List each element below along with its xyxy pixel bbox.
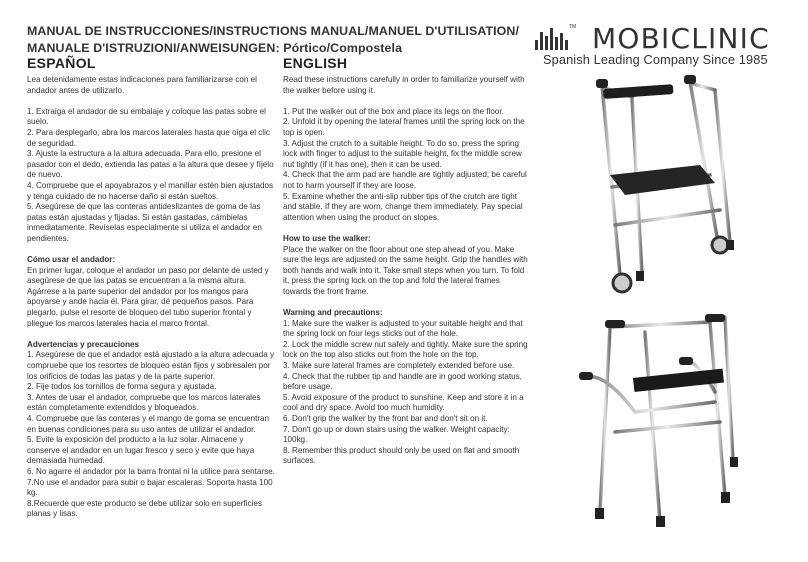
- spanish-warning: 5. Evite la exposición del producto a la luz solar. Almacene y conserve el andador en un lugar fresco y seco y evite que haya demasiada humedad.: [27, 435, 255, 466]
- spanish-use-text: En primer lugar, coloque el andador un paso por delante de usted y asegúrese de que las patas se encuentran a la misma altura. Agárrese a la parte superior del andador por los mangos para apoyarse y ande hacia él. Para girar, dé pequeños pasos. Para plegarlo, pulse el resorte de bloqueo del tubo superior frontal y pliegue los marcos laterales hacia el marco frontal.: [27, 265, 269, 328]
- spanish-warning-heading: Advertencias y precauciones: [27, 339, 140, 349]
- spanish-column: [27, 55, 275, 520]
- english-step: 4. Check that the arm pad are handle are tightly adjusted; be careful not to harm yourself if they are loose.: [283, 170, 527, 190]
- spanish-warning: 4. Compruebe que las conteras y el mango de goma se encuentran en buenas condiciones para su uso antes de utilizar el andador.: [27, 414, 270, 434]
- folding-walker-image: [575, 312, 775, 527]
- spanish-warning: 3. Antes de usar el andador, compruebe que los marcos laterales están completamente extendidos y bloqueados.: [27, 392, 261, 413]
- spanish-step: 5. Asegúrese de que las conteras antideslizantes de goma de las patas están ajustadas y fijadas. Si están gastadas, cámbielas inmediatamente. Revíselas especialmente si utiliza el andador en pendientes.: [27, 202, 262, 243]
- brand-logo: [533, 22, 793, 72]
- english-warning: 2. Lock the middle screw nut safely and tightly. Make sure the spring lock on the top also sticks out from the hole on the top.: [283, 339, 528, 360]
- spanish-warning: 1. Asegúrese de que el andador está ajustado a la altura adecuada y compruebe que los resortes de bloqueo están fijos y sobresalen por los orificios de todas las patas y de la parte superior.: [27, 350, 275, 381]
- english-warning: 4. Check that the rubber tip and handle are in good working status, before usage.: [283, 371, 522, 392]
- english-warning: 6. Don't grip the walker by the front bar and don't sit on it.: [283, 414, 488, 423]
- spanish-warning: 2. Fije todos los tornillos de forma segura y ajustada.: [27, 382, 217, 392]
- spanish-warning: 7.No use el andador para subir o bajar escaleras. Soporta hasta 100 kg.: [27, 477, 273, 498]
- english-warning-heading: Warning and precautions:: [283, 308, 383, 318]
- trademark: TM: [569, 24, 577, 30]
- english-step: 2. Unfold it by opening the lateral frames until the spring lock on the top is open.: [283, 117, 525, 137]
- spanish-step: 3. Ajuste la estructura a la altura adecuada. Para ello, presione el pasador con el dedo, extienda las patas a la altura que desee y fíjelo de nuevo.: [27, 149, 274, 180]
- spanish-warning: 6. No agarre el andador por la barra frontal ni la utilice para sentarse.: [27, 466, 275, 476]
- walker-with-seat-image: [570, 75, 765, 300]
- english-warning: 5. Avoid exposure of the product to sunshine. Keep and store it in a cool and dry space. Avoid too much humidity.: [283, 392, 524, 413]
- english-warning: 8. Remember this product should only be used on flat and smooth surfaces.: [283, 445, 520, 466]
- brand-name: MOBICLINIC: [592, 22, 770, 55]
- english-use-heading: How to use the walker:: [283, 233, 371, 243]
- english-heading: ENGLISH: [283, 55, 348, 71]
- english-intro: Read these instructions carefully in order to familiarize yourself with the walker before using it.: [283, 75, 525, 95]
- spanish-warning: 8.Recuerde que este producto se debe utilizar solo en superficies planas y lisas.: [27, 498, 262, 519]
- english-column: [283, 55, 528, 467]
- english-use-text: Place the walker on the floor about one step ahead of you. Make sure the legs are adjusted on the same height. Grip the handles with both hands and walk into it. Take small steps when you turn. To fold it, press the spring lock on the top and fold the lateral frames towards the front frame.: [283, 244, 528, 296]
- brand-tagline: Spanish Leading Company Since 1985: [543, 52, 768, 67]
- english-warning: 1. Make sure the walker is adjusted to your suitable height and that the spring lock on four legs sticks out of the hole.: [283, 318, 523, 339]
- spanish-intro: Lea detenidamente estas indicaciones para familiarizarse con el andador antes de utilizarlo.: [27, 75, 257, 95]
- spanish-step: 2. Para desplegarlo, abra los marcos laterales hasta que oiga el clic de seguridad.: [27, 127, 270, 148]
- spanish-step: 4. Compruebe que el apoyabrazos y el manillar estén bien ajustados y tenga cuidado de no hacerse daño si están sueltos.: [27, 180, 274, 201]
- english-step: 5. Examine whether the anti-slip rubber tips of the crutch are tight and stable. If they are worn, change them immediately. Pay special attention when using the product on slopes.: [283, 191, 523, 222]
- spanish-heading: ESPAÑOL: [27, 55, 96, 71]
- english-warning: 3. Make sure lateral frames are completely extended before use.: [283, 361, 515, 371]
- spanish-use-heading: Cómo usar el andador:: [27, 255, 116, 265]
- english-step: 3. Adjust the crutch to a suitable height. To do so, press the spring lock with finger to adjust to the suitable height, fix the middle screw nut tightly (if it has one), then it can be used.: [283, 138, 522, 169]
- manual-title: MANUAL DE INSTRUCCIONES/INSTRUCTIONS MANUAL/MANUEL D'UTILISATION/ MANUALE D'ISTRUZIONI/ANWEISUNGEN: Pórtico/Compostela: [27, 24, 519, 55]
- english-warning: 7. Don't go up or down stairs using the walker. Weight capacity: 100kg.: [283, 424, 510, 445]
- english-step: 1. Put the walker out of the box and place its legs on the floor.: [283, 106, 504, 116]
- spanish-step: 1. Extraiga el andador de su embalaje y coloque las patas sobre el suelo.: [27, 106, 266, 127]
